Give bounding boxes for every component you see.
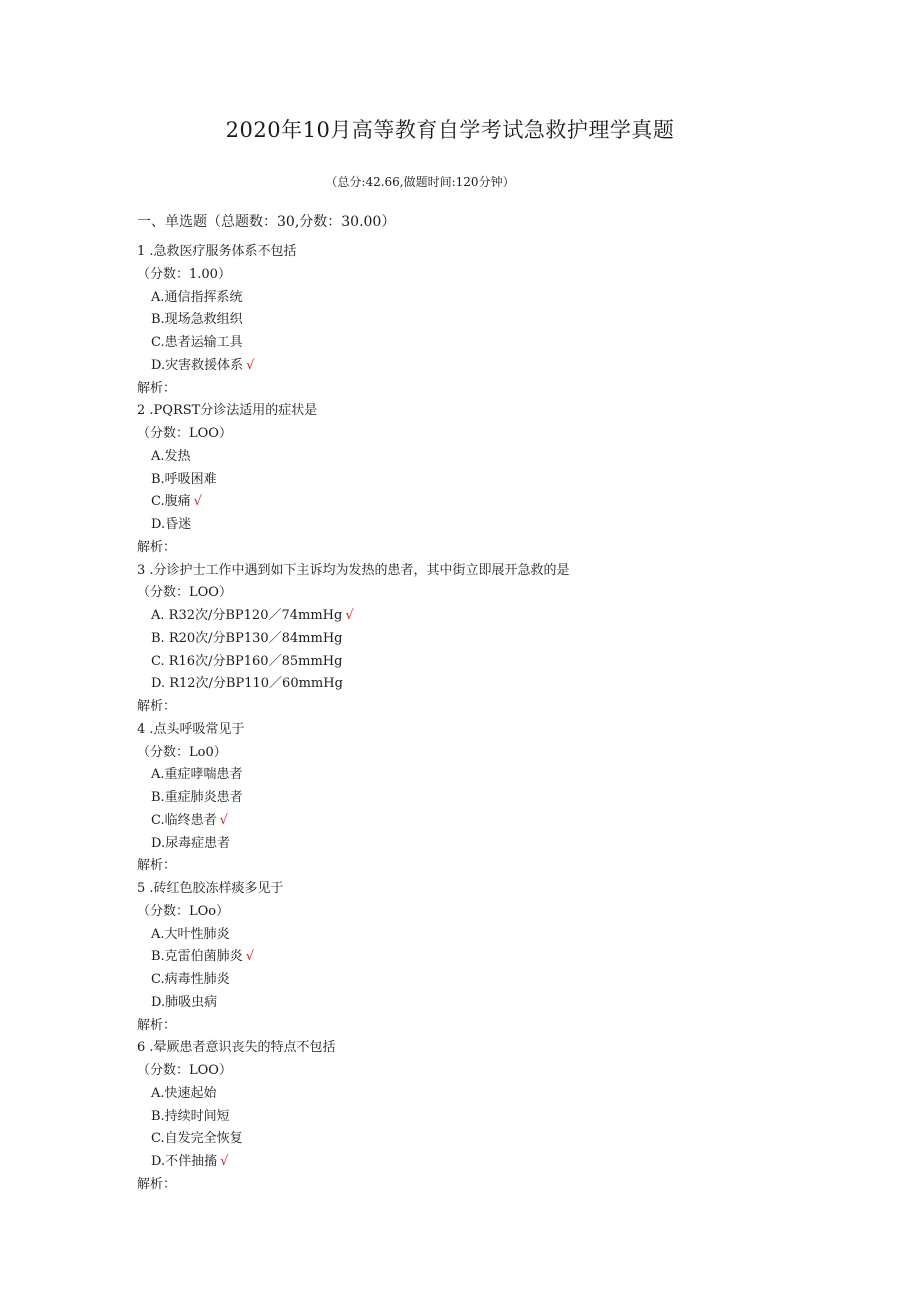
answer-option-text: D.不伴抽搐: [151, 1154, 218, 1169]
answer-option: [137, 810, 837, 833]
question-list: [137, 241, 837, 1197]
answer-option: [137, 605, 837, 628]
answer-option: [137, 1106, 837, 1129]
answer-option-text: D. R12次/分BP110／60mmHg: [151, 676, 343, 692]
answer-option: [137, 446, 837, 469]
exam-summary: （总分:42.66,做题时间:120分钟）: [325, 175, 515, 189]
analysis-label: 解析：: [137, 380, 177, 396]
question-score: （分数：LOO）: [137, 426, 232, 441]
answer-option-text: D.尿毒症患者: [151, 835, 231, 851]
answer-option: [137, 332, 837, 355]
answer-option: [137, 491, 837, 514]
correct-checkmark-icon: √: [219, 812, 228, 828]
question-item: [137, 878, 837, 1037]
question-stem: 5 .砖红色胶冻样痰多见于: [137, 881, 284, 896]
answer-option-text: D.灾害救援体系: [151, 357, 244, 373]
answer-option: [137, 1128, 837, 1151]
answer-option: [137, 787, 837, 810]
answer-option: [137, 764, 837, 787]
answer-option-text: D.肺吸虫病: [151, 994, 218, 1010]
answer-option-text: B. R20次/分BP130／84mmHg: [151, 630, 343, 646]
answer-option: [137, 514, 837, 537]
answer-option-text: B.克雷伯菌肺炎: [151, 949, 243, 965]
answer-option: [137, 1083, 837, 1106]
answer-option-text: A.快速起始: [151, 1085, 217, 1101]
question-item: [137, 1037, 837, 1196]
correct-checkmark-icon: √: [345, 608, 354, 623]
answer-option-text: A.大叶性肺炎: [151, 926, 230, 942]
question-score: （分数：LOO）: [137, 585, 232, 601]
answer-option: [137, 969, 837, 992]
question-score: （分数：Lo0）: [137, 744, 227, 760]
answer-option-text: C.患者运输工具: [151, 335, 243, 350]
answer-option-text: B.现场急救组织: [151, 312, 243, 328]
answer-option-text: A. R32次/分BP120／74mmHg: [151, 608, 343, 623]
page-title: 2020年10月高等教育自学考试急救护理学真题: [225, 118, 675, 142]
answer-option-text: C.自发完全恢复: [151, 1131, 243, 1147]
analysis-label: 解析：: [137, 858, 177, 874]
analysis-label: 解析：: [137, 699, 177, 714]
question-stem: 6 .晕厥患者意识丧失的特点不包括: [137, 1040, 336, 1056]
answer-option-text: C.腹痛: [151, 494, 191, 510]
answer-option: [137, 309, 837, 332]
answer-option: [137, 924, 837, 947]
section-heading: 一、单选题（总题数：30,分数：30.00）: [137, 214, 396, 230]
answer-option: [137, 833, 837, 856]
answer-option-text: B.持续时间短: [151, 1108, 230, 1124]
answer-option: [137, 355, 837, 378]
answer-option: [137, 946, 837, 969]
answer-option-text: A.发热: [151, 448, 191, 464]
question-score: （分数：1.00）: [137, 266, 231, 282]
analysis-label: 解析：: [137, 1176, 177, 1192]
answer-option-text: D.昏迷: [151, 517, 192, 532]
answer-option-text: A.重症哮喘患者: [151, 767, 243, 783]
question-score: （分数：LOO）: [137, 1063, 232, 1078]
question-item: [137, 241, 837, 400]
analysis-label: 解析：: [137, 539, 177, 555]
answer-option: [137, 1151, 837, 1174]
answer-option-text: C.病毒性肺炎: [151, 972, 230, 987]
question-score: （分数：LOo）: [137, 903, 230, 919]
correct-checkmark-icon: √: [245, 949, 254, 965]
answer-option-text: C.临终患者: [151, 812, 217, 828]
answer-option: [137, 651, 837, 674]
correct-checkmark-icon: √: [246, 357, 255, 373]
answer-option: [137, 992, 837, 1015]
question-item: [137, 560, 837, 719]
correct-checkmark-icon: √: [220, 1154, 229, 1169]
analysis-label: 解析：: [137, 1017, 177, 1033]
answer-option-text: A.通信指挥系统: [151, 289, 243, 305]
question-stem: 4 .点头呼吸常见于: [137, 721, 245, 737]
answer-option-text: C. R16次/分BP160／85mmHg: [151, 653, 343, 669]
answer-option: [137, 628, 837, 651]
question-stem: 1 .急救医疗服务体系不包括: [137, 244, 297, 259]
answer-option: [137, 469, 837, 492]
answer-option-text: B.重症肺炎患者: [151, 790, 243, 805]
answer-option-text: B.呼吸困难: [151, 471, 217, 487]
correct-checkmark-icon: √: [193, 494, 202, 510]
answer-option: [137, 673, 837, 696]
answer-option: [137, 287, 837, 310]
question-item: [137, 719, 837, 878]
question-stem: 3 .分诊护士工作中遇到如下主诉均为发热的患者，其中街立即展开急救的是: [137, 562, 570, 578]
question-stem: 2 .PQRST分诊法适用的症状是: [137, 403, 318, 419]
question-item: [137, 400, 837, 559]
